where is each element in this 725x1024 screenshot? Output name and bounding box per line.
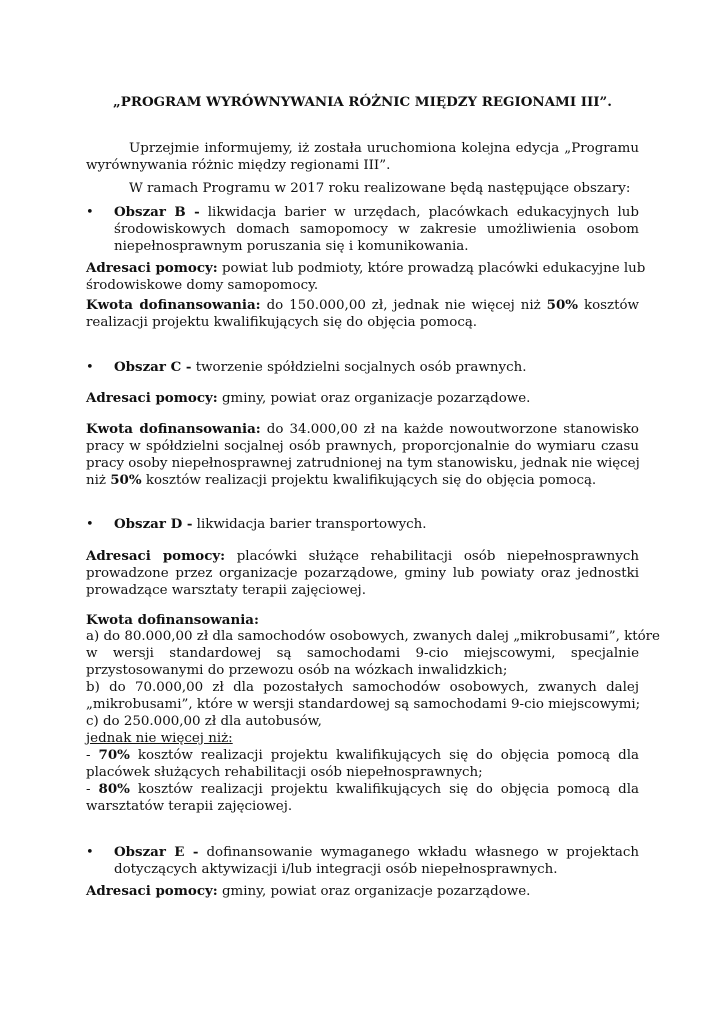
adresaci-label: Adresaci pomocy: bbox=[86, 260, 218, 276]
obszar-c-adresaci: Adresaci pomocy: gminy, powiat oraz organizacje pozarządowe. bbox=[86, 390, 531, 406]
obszar-d-80-2: warsztatów terapii zajęciowej. bbox=[86, 799, 293, 814]
obszar-e-adresaci: Adresaci pomocy: gminy, powiat oraz organizacje pozarządowe. bbox=[86, 883, 531, 899]
obszar-d-adresaci-3: prowadzące warsztaty terapii zajęciowej. bbox=[86, 583, 366, 598]
obszar-d-80-1: - 80% kosztów realizacji projektu kwalifikujących się do objęcia pomocą dla bbox=[86, 781, 639, 797]
obszar-c-kwota-3: pracy osoby niepełnosprawnej zatrudnionej na tym stanowisku, jednak nie więcej bbox=[86, 456, 640, 471]
obszar-b-adresaci-1: Adresaci pomocy: powiat lub podmioty, które prowadzą placówki edukacyjne lub bbox=[86, 260, 646, 276]
document-title: „PROGRAM WYRÓWNYWANIA RÓŻNIC MIĘDZY REGIONAMI III”. bbox=[113, 94, 612, 110]
obszar-c-kwota-1: Kwota dofinansowania: do 34.000,00 zł na każde nowoutworzone stanowisko bbox=[86, 421, 639, 437]
obszar-d-line-1: Obszar D - likwidacja barier transportowych. bbox=[114, 516, 427, 532]
obszar-d-b-2: „mikrobusami”, które w wersji standardowej są samochodami 9-cio miejscowymi; bbox=[86, 697, 641, 712]
obszar-e-heading: Obszar E - bbox=[114, 844, 199, 860]
obszar-d-b-1: b) do 70.000,00 zł dla pozostałych samochodów osobowych, zwanych dalej bbox=[86, 680, 639, 695]
obszar-e-line-1: Obszar E - dofinansowanie wymaganego wkładu własnego w projektach bbox=[114, 844, 639, 860]
obszar-d-70-1: - 70% kosztów realizacji projektu kwalifikujących się do objęcia pomocą dla bbox=[86, 747, 639, 763]
obszar-d-heading: Obszar D - bbox=[114, 516, 193, 532]
obszar-c-kwota-2: pracy w spółdzielni socjalnej osób prawnych, proporcjonalnie do wymiaru czasu bbox=[86, 439, 639, 454]
obszar-d-adresaci-1: Adresaci pomocy: placówki służące rehabilitacji osób niepełnosprawnych bbox=[86, 548, 639, 564]
obszar-d-kwota-label: Kwota dofinansowania: bbox=[86, 612, 259, 628]
bullet-d: • bbox=[86, 517, 94, 532]
intro-line-3: W ramach Programu w 2017 roku realizowane będą następujące obszary: bbox=[129, 181, 631, 196]
obszar-c-line-1: Obszar C - tworzenie spółdzielni socjalnych osób prawnych. bbox=[114, 359, 527, 375]
kwota-label: Kwota dofinansowania: bbox=[86, 297, 261, 313]
obszar-b-kwota-2: realizacji projektu kwalifikujących się do objęcia pomocą. bbox=[86, 315, 478, 330]
obszar-b-kwota-1: Kwota dofinansowania: do 150.000,00 zł, jednak nie więcej niż 50% kosztów bbox=[86, 297, 640, 313]
intro-line-2: wyrównywania różnic między regionami III”. bbox=[86, 158, 391, 173]
bullet-b: • bbox=[86, 205, 94, 220]
obszar-d-adresaci-2: prowadzone przez organizacje pozarządowe, gminy lub powiaty oraz jednostki bbox=[86, 566, 639, 581]
obszar-b-heading: Obszar B - bbox=[114, 204, 200, 220]
intro-line-1: Uprzejmie informujemy, iż została uruchomiona kolejna edycja „Programu bbox=[129, 141, 639, 156]
obszar-d-70-2: placówek służących rehabilitacji osób niepełnosprawnych; bbox=[86, 765, 483, 780]
bullet-e: • bbox=[86, 845, 94, 860]
obszar-d-c-1: c) do 250.000,00 zł dla autobusów, bbox=[86, 714, 322, 729]
obszar-c-kwota-4: niż 50% kosztów realizacji projektu kwalifikujących się do objęcia pomocą. bbox=[86, 472, 597, 488]
obszar-c-heading: Obszar C - bbox=[114, 359, 192, 375]
obszar-b-line-1: Obszar B - likwidacja barier w urzędach, placówkach edukacyjnych lub bbox=[114, 204, 639, 220]
obszar-b-line-2: środowiskowych domach samopomocy w zakresie umożliwienia osobom bbox=[114, 222, 639, 237]
obszar-b-line-3: niepełnosprawnym poruszania się i komunikowania. bbox=[114, 239, 469, 254]
obszar-d-a-2: w wersji standardowej są samochodami 9-cio miejscowymi, specjalnie bbox=[86, 646, 639, 661]
obszar-e-line-2: dotyczących aktywizacji i/lub integracji osób niepełnosprawnych. bbox=[114, 862, 558, 877]
obszar-d-a-1: a) do 80.000,00 zł dla samochodów osobowych, zwanych dalej „mikrobusami”, które bbox=[86, 629, 660, 644]
obszar-d-limit: jednak nie więcej niż: bbox=[86, 731, 233, 746]
bullet-c: • bbox=[86, 360, 94, 375]
obszar-d-a-3: przystosowanymi do przewozu osób na wózkach inwalidzkich; bbox=[86, 663, 508, 678]
document-page bbox=[86, 0, 660, 1024]
obszar-b-adresaci-2: środowiskowe domy samopomocy. bbox=[86, 278, 319, 293]
